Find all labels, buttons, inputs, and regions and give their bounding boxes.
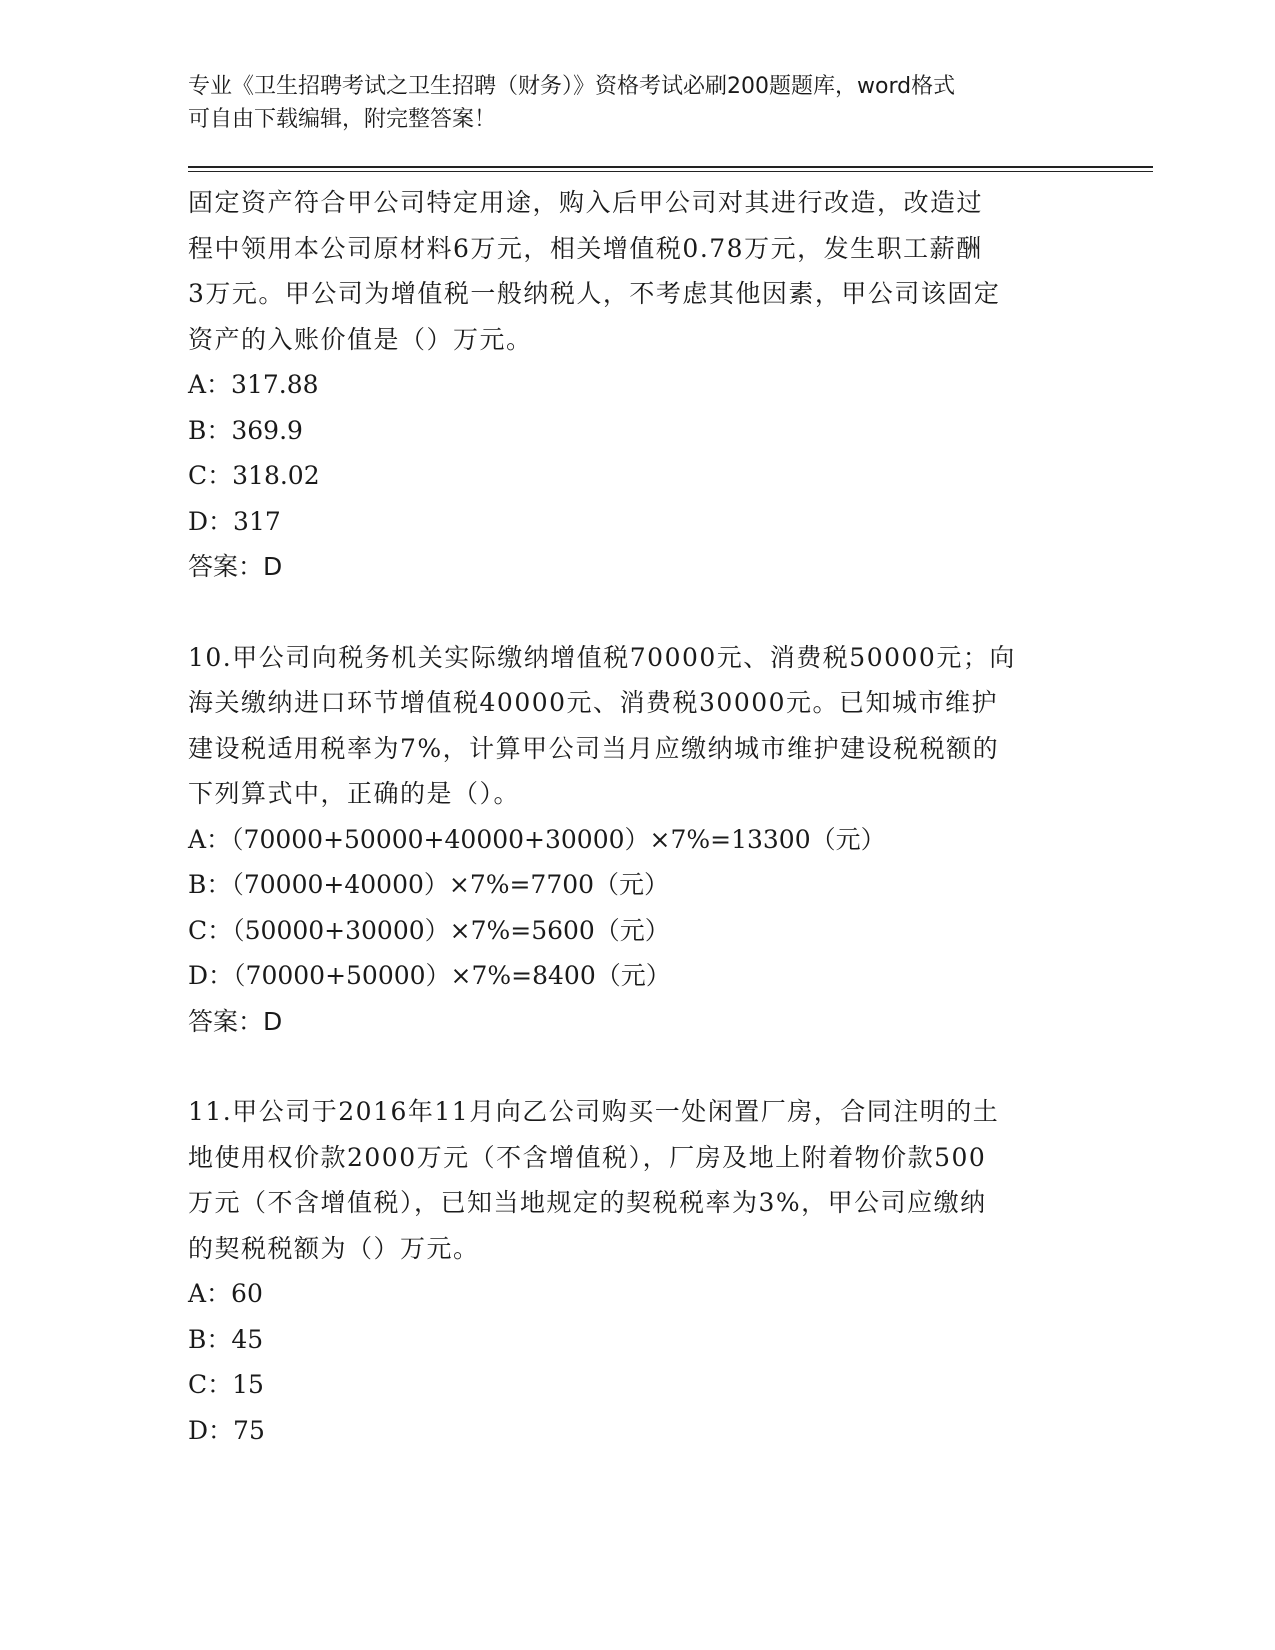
question-stem-line: 3万元。甲公司为增值税一般纳税人，不考虑其他因素，甲公司该固定 <box>188 279 1001 308</box>
question-block <box>188 1089 1153 1453</box>
spacer <box>188 1044 1153 1089</box>
option-b: B：45 <box>188 1324 264 1354</box>
option-c: C：318.02 <box>188 461 320 490</box>
question-stem-line: 程中领用本公司原材料6万元，相关增值税0.78万元，发生职工薪酬 <box>188 233 983 263</box>
question-stem-line: 的契税税额为（）万元。 <box>188 1233 480 1263</box>
header-line-1: 专业《卫生招聘考试之卫生招聘（财务）》资格考试必刷200题题库，word格式 <box>188 74 956 99</box>
option-c: C：15 <box>188 1370 264 1399</box>
option-d: D：317 <box>188 506 281 536</box>
question-stem-line: 11.甲公司于2016年11月向乙公司购买一处闲置厂房，合同注明的土 <box>188 1097 1000 1126</box>
option-d: D：（70000+50000）×7%=8400（元） <box>188 961 671 990</box>
answer-line: 答案：D <box>188 552 283 581</box>
option-b: B：（70000+40000）×7%=7700（元） <box>188 870 670 899</box>
header-line-2: 可自由下载编辑，附完整答案！ <box>188 107 497 132</box>
question-stem-line: 海关缴纳进口环节增值税40000元、消费税30000元。已知城市维护 <box>188 688 999 717</box>
option-d: D：75 <box>188 1415 265 1445</box>
header-divider <box>188 166 1153 172</box>
question-stem-line: 万元（不含增值税），已知当地规定的契税税率为3%，甲公司应缴纳 <box>188 1188 987 1217</box>
document-page <box>188 70 1153 1453</box>
spacer <box>188 590 1153 635</box>
option-a: A：60 <box>188 1279 263 1308</box>
question-stem-line: 10.甲公司向税务机关实际缴纳增值税70000元、消费税50000元；向 <box>188 642 1016 672</box>
question-stem-line: 固定资产符合甲公司特定用途，购入后甲公司对其进行改造，改造过 <box>188 188 984 217</box>
question-block <box>188 180 1153 590</box>
option-c: C：（50000+30000）×7%=5600（元） <box>188 915 670 945</box>
answer-line: 答案：D <box>188 1006 283 1036</box>
option-a: A：（70000+50000+40000+30000）×7%=13300（元） <box>188 824 886 854</box>
question-stem-line: 建设税适用税率为7%，计算甲公司当月应缴纳城市维护建设税税额的 <box>188 733 1000 763</box>
question-stem-line: 下列算式中，正确的是（）。 <box>188 779 521 808</box>
question-stem-line: 地使用权价款2000万元（不含增值税），厂房及地上附着物价款500 <box>188 1142 987 1172</box>
option-a: A：317.88 <box>188 370 319 399</box>
question-stem-line: 资产的入账价值是（）万元。 <box>188 324 533 354</box>
question-block <box>188 635 1153 1045</box>
option-b: B：369.9 <box>188 415 303 445</box>
